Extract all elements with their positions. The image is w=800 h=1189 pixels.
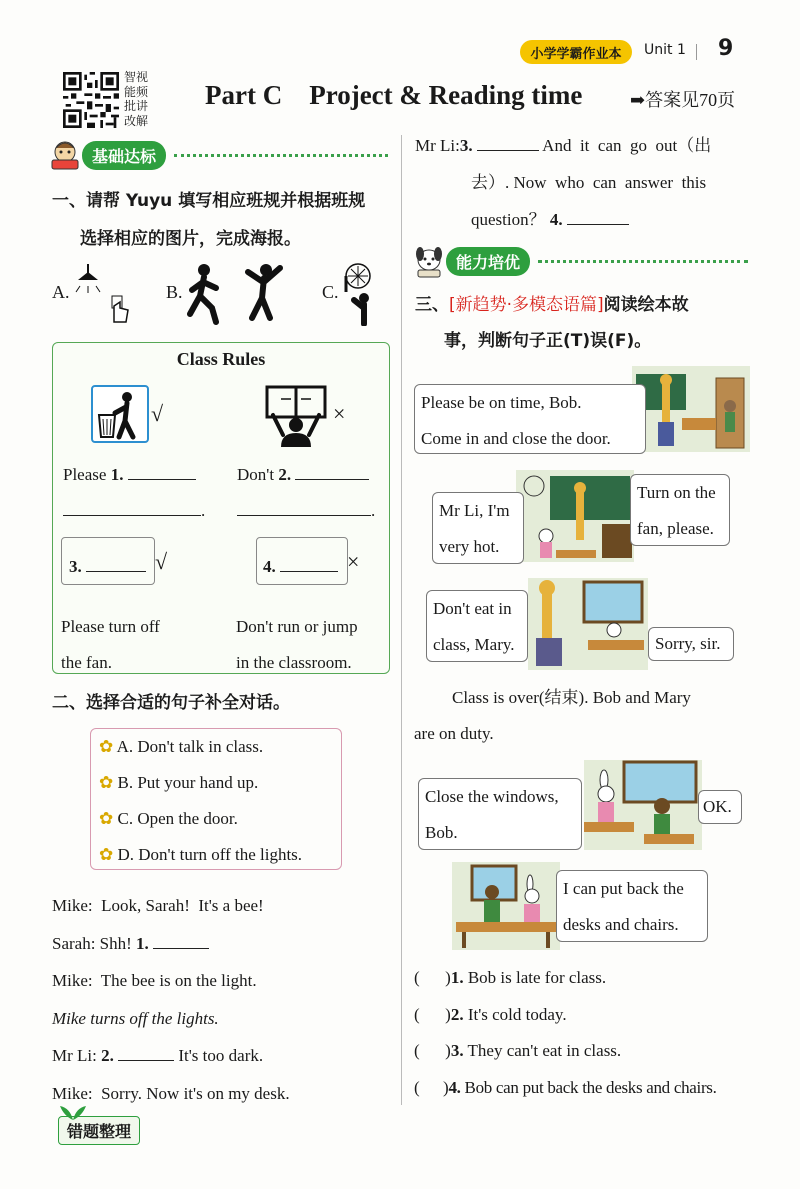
option-item: [99, 729, 341, 765]
item-number: 4.: [448, 1077, 461, 1097]
dialogue-continued: [415, 127, 755, 238]
answer-paren-3[interactable]: ( ): [414, 1041, 451, 1060]
speaker-sarah: Sarah: Shh!: [52, 933, 132, 953]
tf-item-1: [414, 960, 717, 997]
qr-char: 批: [124, 99, 137, 113]
rule-4-text-line-1: Don't run or jump: [236, 617, 358, 636]
section-label-advanced: 能力培优: [446, 247, 530, 276]
rule-1-period: .: [201, 501, 206, 520]
answer-paren-1[interactable]: ( ): [414, 968, 451, 987]
rule-1-prefix: Please: [63, 465, 107, 484]
bubble-2-line-2: very hot.: [439, 537, 500, 556]
true-false-items: [414, 960, 717, 1106]
section-label-basic: 基础达标: [82, 141, 166, 170]
options-box: [90, 728, 342, 870]
option-item: [99, 837, 341, 873]
cross-mark: ×: [333, 401, 346, 426]
poster-title: Class Rules: [176, 349, 266, 369]
dialogue-line-4: Mike turns off the lights.: [52, 1008, 219, 1028]
running-jumping-figures-icon: [186, 262, 286, 326]
rule-4: [263, 553, 338, 577]
speech-bubble-1: [414, 384, 646, 454]
item-text: They can't eat in class.: [467, 1041, 622, 1060]
story-text: [452, 680, 691, 716]
dotted-rule: [538, 260, 748, 263]
bubble-1-line-1: Please be on time, Bob.: [421, 393, 582, 412]
answer-blank-dialogue-3[interactable]: [477, 132, 539, 151]
dotted-rule: [174, 154, 388, 157]
check-mark-3: √: [155, 549, 168, 574]
unit-label: Unit 1: [644, 42, 686, 58]
answer-blank-4[interactable]: [280, 553, 338, 572]
student-mascot-icon: [48, 138, 82, 172]
blank-number-2: 2.: [101, 1046, 114, 1065]
option-d-text: D. Don't turn off the lights.: [117, 845, 303, 864]
section-header-advanced: [412, 244, 748, 278]
dialogue-text: question？: [471, 210, 546, 229]
dialogue-line-7: [415, 127, 755, 164]
dialogue-line-5: [52, 1037, 397, 1075]
speech-bubble-2: [432, 492, 524, 564]
dialogue: [52, 887, 397, 1112]
tf-item-2: [414, 997, 717, 1034]
rule-4-text: [236, 609, 358, 681]
dialogue-line-1: Mike: Look, Sarah! It's a bee!: [52, 896, 264, 915]
rule-1: [63, 461, 196, 485]
bubble-6-line-1: Close the windows,: [425, 787, 559, 806]
answer-paren-4[interactable]: ( ): [414, 1077, 449, 1097]
rule-2-line-2: [237, 497, 375, 521]
speech-bubble-8: [556, 870, 708, 942]
option-c-letter: C.: [322, 282, 339, 302]
rule-3-text: [61, 609, 160, 681]
qr-caption: [124, 70, 158, 128]
rule-1-line-2: [63, 497, 205, 521]
answer-blank-2b[interactable]: [237, 497, 371, 516]
light-switch-hand-icon: [70, 262, 132, 326]
answer-blank-dialogue-2[interactable]: [118, 1042, 174, 1061]
story-line-1: Class is over(结束). Bob and Mary: [452, 688, 691, 707]
bubble-6-line-2: Bob.: [425, 823, 458, 842]
classroom-scene-3: [528, 578, 648, 670]
rule-2-number: 2.: [278, 465, 292, 484]
speech-bubble-4: [426, 590, 528, 662]
trash-bin-icon: [91, 385, 149, 443]
dialogue-line-2: [52, 925, 397, 963]
bee-bullet-icon: ✿: [99, 737, 117, 756]
dialogue-text: And it can go out（出: [542, 136, 712, 155]
dialogue-line-9: [415, 201, 755, 238]
item-number: 3.: [450, 1041, 464, 1060]
dialogue-line-8: 去）. Now who can answer this: [471, 173, 707, 192]
bubble-8-line-2: desks and chairs.: [563, 915, 679, 934]
rule-4-number: 4.: [263, 557, 276, 576]
qr-char: 解: [136, 113, 149, 128]
answer-reference: ➡答案见70页: [630, 90, 736, 110]
rule-3-number: 3.: [69, 557, 82, 576]
section-header-basic: [48, 138, 388, 172]
option-a-letter: A.: [52, 282, 70, 302]
mistakes-label: 错题整理: [58, 1116, 140, 1145]
speech-bubble-5: Sorry, sir.: [648, 627, 734, 661]
qr-char: 视: [136, 70, 149, 84]
answer-blank-dialogue-1[interactable]: [153, 930, 209, 949]
check-mark: √: [151, 401, 164, 426]
option-a-text: A. Don't talk in class.: [116, 737, 264, 756]
rule-2: [237, 461, 369, 485]
item-text: Bob is late for class.: [467, 968, 607, 987]
item-text: It's cold today.: [467, 1004, 567, 1024]
bubble-2-line-1: Mr Li, I'm: [439, 501, 510, 520]
door-window-icon: [263, 385, 329, 447]
speaker-mr-li: Mr Li:: [52, 1046, 97, 1065]
question-3-text-2: 事，判断句子正(T)误(F)。: [444, 331, 652, 351]
option-b-text: B. Put your hand up.: [117, 773, 259, 792]
rule-3: [69, 553, 146, 577]
blank-number-1: 1.: [136, 933, 149, 953]
bee-bullet-icon: ✿: [99, 809, 118, 828]
option-item: [99, 765, 341, 801]
bee-bullet-icon: ✿: [99, 845, 118, 864]
classroom-scene-1: [632, 366, 750, 452]
story-text-2: are on duty.: [414, 724, 494, 743]
qr-char: 智: [124, 70, 137, 84]
answer-blank-1[interactable]: [128, 461, 196, 480]
dialogue-line-6: Mike: Sorry. Now it's on my desk.: [52, 1083, 290, 1103]
fan-person-icon: [340, 262, 380, 326]
question-3-text: [415, 290, 689, 320]
classroom-scene-5: [452, 862, 560, 950]
leaf-icon: [58, 1104, 88, 1120]
blank-number-3: 3.: [459, 136, 473, 155]
bubble-4-line-1: Don't eat in: [433, 599, 512, 618]
speaker-mr-li: Mr Li:: [415, 136, 460, 155]
dialogue-line-3: Mike: The bee is on the light.: [52, 971, 257, 990]
brand-badge: 小学学霸作业本: [520, 40, 632, 64]
bubble-3-line-1: Turn on the: [637, 483, 716, 502]
tf-item-3: [414, 1033, 717, 1070]
bee-bullet-icon: ✿: [99, 773, 118, 792]
item-number: 2.: [450, 1004, 464, 1024]
question-2-text: 二、选择合适的句子补全对话。: [52, 693, 290, 713]
trend-tag: [新趋势·多模态语篇]: [449, 295, 604, 315]
qr-char: 改: [124, 113, 137, 128]
qr-code-icon[interactable]: [63, 72, 119, 128]
class-rules-poster: [52, 342, 390, 674]
question-3-rest: 阅读绘本故: [603, 295, 689, 315]
bubble-4-line-2: class, Mary.: [433, 635, 515, 654]
question-3-prefix: 三、: [415, 295, 449, 315]
page-number: 9: [718, 36, 734, 61]
page-title: Part C Project & Reading time: [205, 80, 583, 110]
bubble-1-line-2: Come in and close the door.: [421, 429, 611, 448]
dialogue-text: It's too dark.: [178, 1046, 264, 1065]
classroom-scene-4: [584, 760, 702, 850]
speech-bubble-6: [418, 778, 582, 850]
answer-blank-2[interactable]: [295, 461, 369, 480]
question-1-text: 一、请帮 Yuyu 填写相应班规并根据班规: [52, 191, 366, 211]
bubble-3-line-2: fan, please.: [637, 519, 714, 538]
rule-4-text-line-2: in the classroom.: [236, 653, 352, 672]
column-divider: [401, 135, 402, 1105]
dog-mascot-icon: [412, 244, 446, 278]
blank-number-4: 4.: [549, 210, 563, 229]
answer-blank-dialogue-4[interactable]: [567, 206, 629, 225]
option-b-letter: B.: [166, 282, 183, 302]
footer-mistakes: [58, 1116, 140, 1145]
answer-blank-3[interactable]: [86, 553, 146, 572]
item-number: 1.: [450, 968, 464, 987]
rule-2-period: .: [371, 501, 376, 520]
item-text: Bob can put back the desks and chairs.: [464, 1077, 717, 1097]
rule-2-prefix: Don't: [237, 465, 275, 484]
qr-char: 能: [124, 84, 137, 99]
option-item: [99, 801, 341, 837]
option-c-text: C. Open the door.: [117, 809, 238, 828]
qr-char: 讲: [136, 99, 149, 113]
speech-bubble-7: OK.: [698, 790, 742, 824]
question-1-text-2: 选择相应的图片，完成海报。: [80, 229, 301, 249]
cross-mark-4: ×: [347, 549, 360, 574]
rule-3-text-line-2: the fan.: [61, 653, 112, 672]
rule-1-number: 1.: [110, 465, 124, 484]
header-divider: [696, 44, 697, 60]
qr-char: 频: [136, 84, 149, 99]
bubble-8-line-1: I can put back the: [563, 879, 684, 898]
rule-3-text-line-1: Please turn off: [61, 617, 160, 636]
speech-bubble-3: [630, 474, 730, 546]
tf-item-4: [414, 1070, 717, 1107]
classroom-scene-2: [516, 470, 634, 562]
answer-blank-1b[interactable]: [63, 497, 201, 516]
answer-paren-2[interactable]: ( ): [414, 1004, 451, 1024]
